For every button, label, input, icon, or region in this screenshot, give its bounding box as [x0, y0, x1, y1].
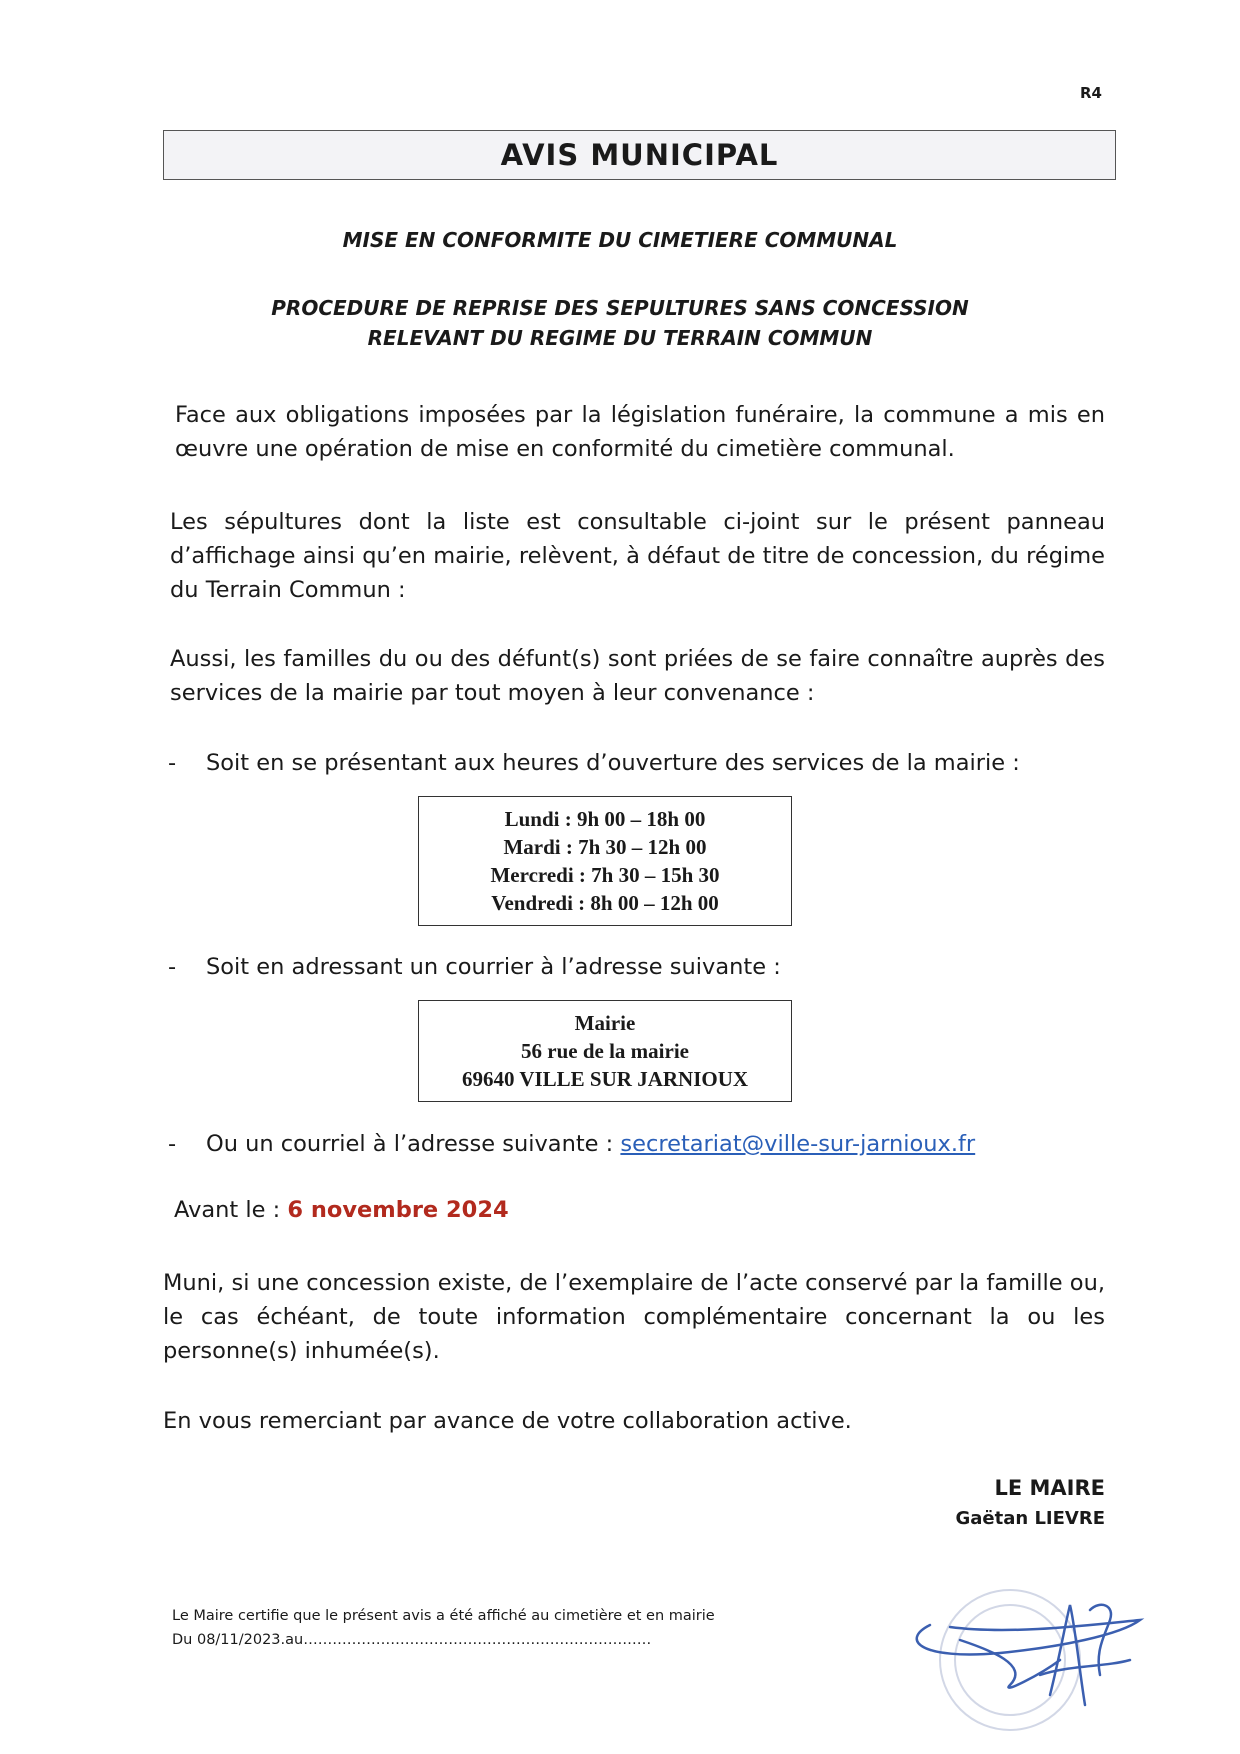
bullet-email-text: Ou un courriel à l’adresse suivante :	[206, 1131, 621, 1157]
hours-tuesday: Mardi : 7h 30 – 12h 00	[503, 835, 707, 859]
banner-title: AVIS MUNICIPAL	[500, 138, 779, 172]
deadline-line	[174, 1193, 509, 1227]
footer-dates: Du 08/11/2023.au………………………………………………………………	[172, 1632, 652, 1648]
bullet-email	[168, 1127, 975, 1161]
deadline-label: Avant le :	[174, 1197, 288, 1223]
bullet-dash: -	[168, 954, 177, 980]
footer-certification: Le Maire certifie que le présent avis a été affiché au cimetière et en mairie	[172, 1608, 715, 1624]
subtitle-procedure-line-2: RELEVANT DU REGIME DU TERRAIN COMMUN	[367, 326, 873, 350]
paragraph-obligations: Face aux obligations imposées par la législation funéraire, la commune a mis en œuvre une opération de mise en conformité du cimetière communal.	[175, 402, 1105, 462]
bullet-mail	[168, 950, 781, 984]
postal-address-box	[418, 1000, 792, 1102]
hours-wednesday: Mercredi : 7h 30 – 15h 30	[490, 863, 720, 887]
address-city: 69640 VILLE SUR JARNIOUX	[461, 1067, 749, 1091]
email-link[interactable]: secretariat@ville-sur-jarnioux.fr	[620, 1131, 976, 1157]
paragraph-families: Aussi, les familles du ou des défunt(s) sont priées de se faire connaître auprès des services de la mairie par tout moyen à leur convenance :	[170, 646, 1105, 706]
hours-monday: Lundi : 9h 00 – 18h 00	[504, 807, 706, 831]
bullet-visit-hours	[168, 746, 1020, 780]
notice-banner	[163, 130, 1116, 180]
bullet-dash: -	[168, 1131, 177, 1157]
deadline-date: 6 novembre 2024	[287, 1197, 509, 1223]
bullet-dash: -	[168, 750, 177, 776]
subtitle-conformity: MISE EN CONFORMITE DU CIMETIERE COMMUNAL	[342, 228, 898, 252]
signatory-title: LE MAIRE	[994, 1476, 1105, 1500]
hours-friday: Vendredi : 8h 00 – 12h 00	[491, 891, 719, 915]
subtitle-procedure-line-1: PROCEDURE DE REPRISE DES SEPULTURES SANS CONCESSION	[271, 296, 969, 320]
paragraph-thanks: En vous remerciant par avance de votre collaboration active.	[163, 1408, 852, 1434]
opening-hours-box	[418, 796, 792, 926]
page-reference: R4	[1080, 84, 1102, 102]
bullet-visit-hours-text: Soit en se présentant aux heures d’ouverture des services de la mairie :	[206, 750, 1020, 776]
paragraph-burials-list: Les sépultures dont la liste est consultable ci-joint sur le présent panneau d’affichage ainsi qu’en mairie, relèvent, à défaut de titre de concession, du régime du Terrain Commun :	[170, 509, 1105, 603]
signature-strokes	[917, 1605, 1140, 1705]
paragraph-concession: Muni, si une concession existe, de l’exemplaire de l’acte conservé par la famille ou, le cas échéant, de toute information complémentaire concernant la ou les personne(s) inhumée(s).	[163, 1270, 1105, 1364]
bullet-mail-text: Soit en adressant un courrier à l’adresse suivante :	[206, 954, 781, 980]
mayor-signature-and-stamp	[890, 1565, 1150, 1745]
signatory-name: Gaëtan LIEVRE	[955, 1508, 1105, 1529]
address-recipient: Mairie	[574, 1011, 636, 1035]
address-street: 56 rue de la mairie	[521, 1039, 689, 1063]
